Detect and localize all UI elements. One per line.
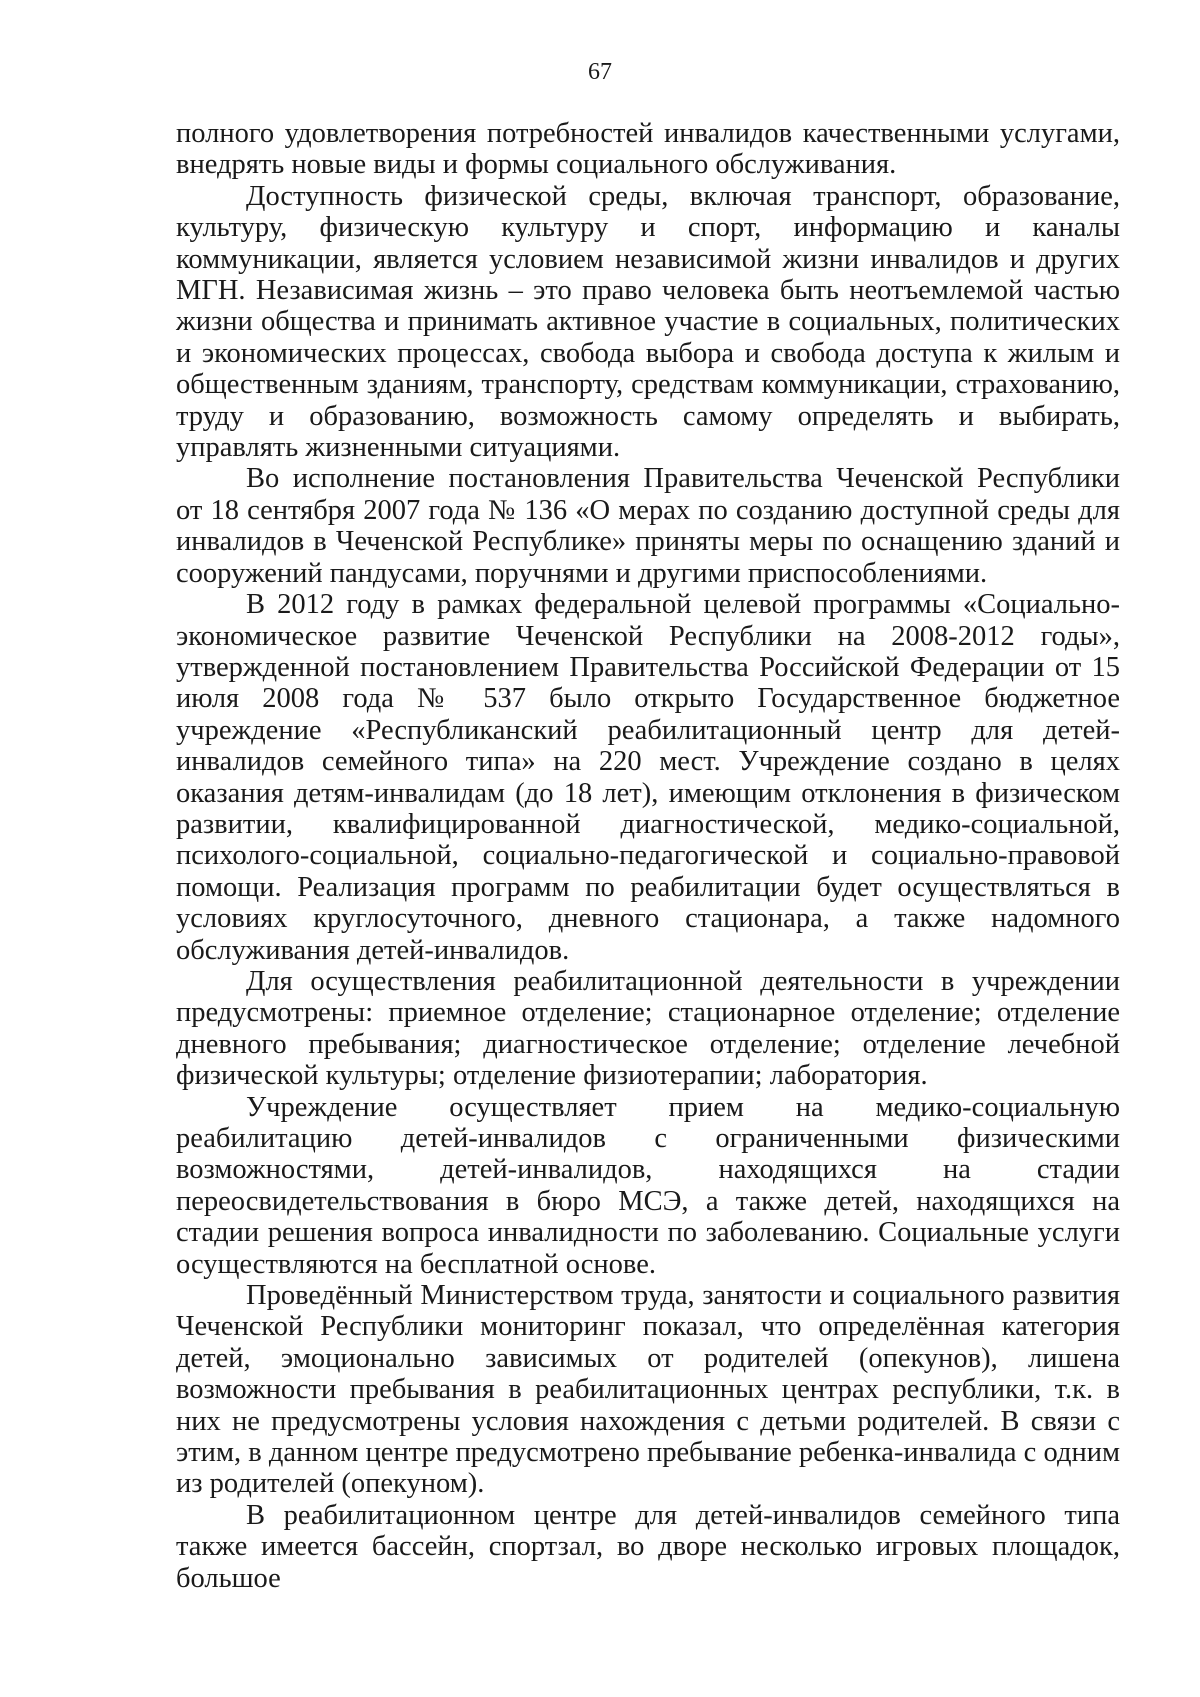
paragraph-departments: Для осуществления реабилитационной деятельности в учреждении предусмотрены: приемное отделение; стационарное отделение; отделение дневного пребывания; диагностическое отделение; отделение лечебной физической культуры; отделение физиотерапии; лаборатория. — [176, 965, 1120, 1092]
paragraph-facilities: В реабилитационном центре для детей-инвалидов семейного типа также имеется бассейн, спортзал, во дворе несколько игровых площадок, большое — [176, 1499, 1120, 1594]
paragraph-accessibility: Доступность физической среды, включая транспорт, образование, культуру, физическую культуру и спорт, информацию и каналы коммуникации, является условием независимой жизни инвалидов и других МГН. Независимая жизнь – это право человека быть неотъемлемой частью жизни общества и принимать активное участие в социальных, политических и экономических процессах, свобода выбора и свобода доступа к жилым и общественным зданиям, транспорту, средствам коммуникации, страхованию, труду и образованию, возможность самому определять и выбирать, управлять жизненными ситуациями. — [176, 180, 1120, 464]
document-body — [176, 118, 1120, 1594]
paragraph-continuation: полного удовлетворения потребностей инвалидов качественными услугами, внедрять новые виды и формы социального обслуживания. — [176, 118, 1120, 181]
paragraph-rehab-center: В 2012 году в рамках федеральной целевой программы «Социально-экономическое развитие Чеченской Республики на 2008-2012 годы», утвержденной постановлением Правительства Российской Федерации от 15 июля 2008 года № 537 было открыто Государственное бюджетное учреждение «Республиканский реабилитационный центр для детей-инвалидов семейного типа» на 220 мест. Учреждение создано в целях оказания детям-инвалидам (до 18 лет), имеющим отклонения в физическом развитии, квалифицированной диагностической, медико-социальной, психолого-социальной, социально-педагогической и социально-правовой помощи. Реализация программ по реабилитации будет осуществляться в условиях круглосуточного, дневного стационара, а также надомного обслуживания детей-инвалидов. — [176, 589, 1120, 966]
paragraph-monitoring: Проведённый Министерством труда, занятости и социального развития Чеченской Республики мониторинг показал, что определённая категория детей, эмоционально зависимых от родителей (опекунов), лишена возможности пребывания в реабилитационных центрах республики, т.к. в них не предусмотрены условия нахождения с детьми родителей. В связи с этим, в данном центре предусмотрено пребывание ребенка-инвалида с одним из родителей (опекуном). — [176, 1280, 1120, 1500]
paragraph-government-decree: Во исполнение постановления Правительства Чеченской Республики от 18 сентября 2007 года № 136 «О мерах по созданию доступной среды для инвалидов в Чеченской Республике» приняты меры по оснащению зданий и сооружений пандусами, поручнями и другими приспособлениями. — [176, 463, 1120, 589]
paragraph-admission: Учреждение осуществляет прием на медико-социальную реабилитацию детей-инвалидов с ограниченными физическими возможностями, детей-инвалидов, находящихся на стадии переосвидетельствования в бюро МСЭ, а также детей, находящихся на стадии решения вопроса инвалидности по заболеванию. Социальные услуги осуществляются на бесплатной основе. — [176, 1091, 1120, 1280]
page-number: 67 — [588, 59, 612, 85]
